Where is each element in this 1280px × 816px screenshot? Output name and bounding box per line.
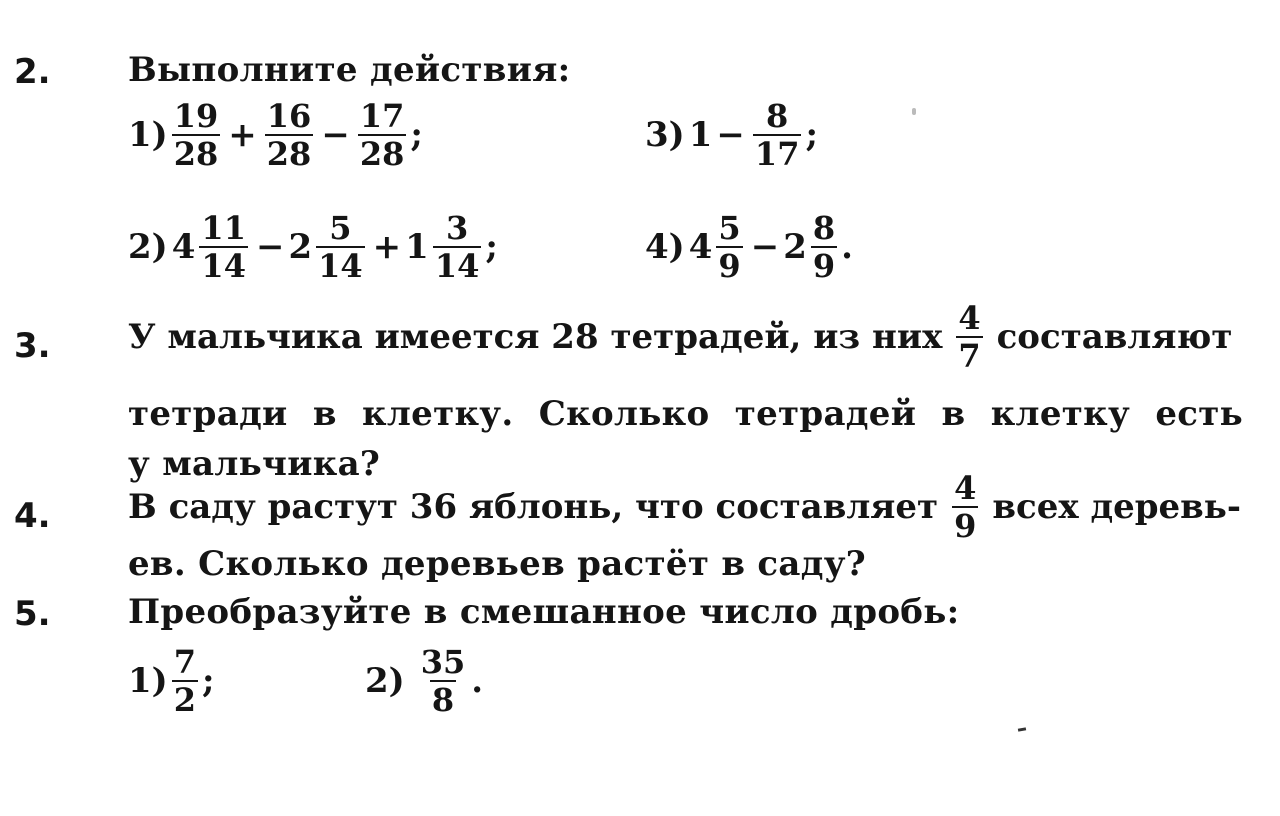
task-3-line-1 <box>128 299 1233 375</box>
task-2-item-3 <box>645 97 819 173</box>
fraction <box>716 209 742 285</box>
task-2-item-4 <box>645 209 853 285</box>
whole-part: 2 <box>288 227 313 267</box>
fraction <box>811 209 837 285</box>
denominator: 2 <box>173 681 197 719</box>
fraction <box>172 643 198 719</box>
denominator: 9 <box>812 247 836 285</box>
task-2-item-1 <box>128 97 423 173</box>
task-2-item-2 <box>128 209 498 285</box>
fraction <box>316 209 365 285</box>
task-4-line-2: ев. Сколько деревьев растёт в саду? <box>128 544 866 584</box>
numerator: 4 <box>958 299 981 337</box>
task-2-title: Выполните действия: <box>128 50 571 90</box>
terminator: . <box>471 661 484 701</box>
operator: − <box>750 227 780 267</box>
item-label: 2) <box>128 227 168 267</box>
denominator: 28 <box>359 135 405 173</box>
task-3-text-a: У мальчика имеется 28 тетрадей, из них <box>128 317 943 357</box>
operator: + <box>372 227 402 267</box>
fraction <box>419 643 468 719</box>
operator: − <box>255 227 285 267</box>
operator: + <box>228 115 257 155</box>
terminator: ; <box>202 661 215 701</box>
whole-part: 1 <box>688 115 713 155</box>
numerator: 5 <box>718 209 741 247</box>
task-3-text-b: составляют <box>996 317 1233 357</box>
task-5-item-1 <box>128 643 215 719</box>
task-4-line-1 <box>128 469 1241 545</box>
scan-speck <box>912 108 916 115</box>
task-5-item-2 <box>365 643 484 719</box>
item-label: 1) <box>128 661 168 701</box>
denominator: 17 <box>754 135 800 173</box>
task-3-fraction <box>956 299 982 375</box>
denominator: 28 <box>173 135 219 173</box>
denominator: 14 <box>201 247 246 285</box>
denominator: 8 <box>431 681 455 719</box>
numerator: 5 <box>329 209 352 247</box>
task-4-fraction <box>952 469 978 545</box>
denominator: 28 <box>266 135 312 173</box>
task-5-title: Преобразуйте в смешанное число дробь: <box>128 592 960 632</box>
task-2-number: 2. <box>14 52 51 92</box>
fraction <box>433 209 482 285</box>
fraction <box>753 97 802 173</box>
numerator: 16 <box>266 97 312 135</box>
denominator: 14 <box>434 247 480 285</box>
scan-mark <box>1018 727 1026 731</box>
numerator: 7 <box>173 643 197 681</box>
numerator: 8 <box>812 209 836 247</box>
numerator: 4 <box>954 469 977 507</box>
whole-part: 1 <box>405 227 429 267</box>
task-3-number: 3. <box>14 326 51 366</box>
task-4-text-a: В саду растут 36 яблонь, что составляет <box>128 487 939 527</box>
whole-part: 2 <box>783 227 807 267</box>
item-label: 4) <box>645 227 685 267</box>
task-3-line-3: у мальчика? <box>128 444 381 484</box>
operator: − <box>716 115 745 155</box>
numerator: 35 <box>420 643 466 681</box>
numerator: 8 <box>766 97 789 135</box>
denominator: 9 <box>954 507 977 545</box>
fraction <box>172 97 221 173</box>
whole-part: 4 <box>171 227 196 267</box>
numerator: 19 <box>173 97 219 135</box>
task-4-text-b: всех деревь- <box>992 487 1241 527</box>
task-4-number: 4. <box>14 496 51 536</box>
fraction <box>265 97 314 173</box>
terminator: . <box>841 227 853 267</box>
operator: − <box>321 115 350 155</box>
denominator: 9 <box>718 247 741 285</box>
item-label: 2) <box>365 661 405 701</box>
whole-part: 4 <box>688 227 713 267</box>
numerator: 3 <box>445 209 469 247</box>
terminator: ; <box>805 115 819 155</box>
terminator: ; <box>485 227 498 267</box>
item-label: 1) <box>128 115 168 155</box>
numerator: 17 <box>359 97 405 135</box>
task-3-line-2: тетради в клетку. Сколько тетрадей в клетку есть <box>128 394 1243 434</box>
denominator: 7 <box>958 337 981 375</box>
numerator: 11 <box>201 209 246 247</box>
fraction <box>199 209 248 285</box>
item-label: 3) <box>645 115 685 155</box>
terminator: ; <box>410 115 423 155</box>
task-5-number: 5. <box>14 594 51 634</box>
denominator: 14 <box>318 247 363 285</box>
fraction <box>358 97 407 173</box>
